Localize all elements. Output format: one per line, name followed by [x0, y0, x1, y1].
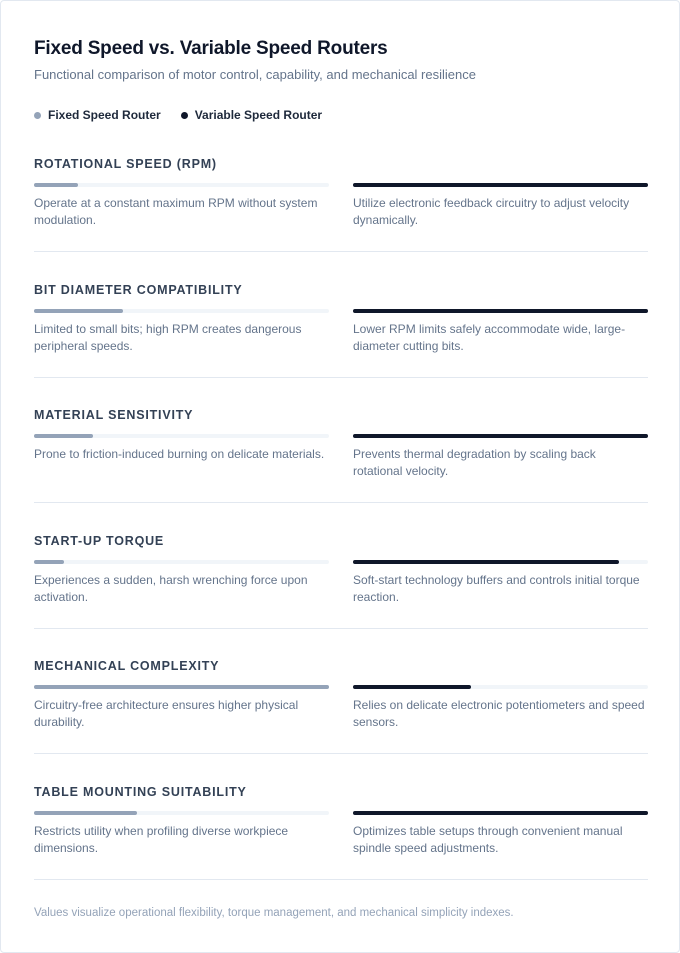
- comparison-section: [34, 283, 648, 383]
- fixed-bar-track: [34, 811, 329, 815]
- variable-bar: [353, 309, 648, 313]
- variable-column: [353, 309, 648, 355]
- section-divider: [34, 251, 648, 252]
- variable-bar: [353, 811, 648, 815]
- variable-column: [353, 560, 648, 606]
- section-title: MECHANICAL COMPLEXITY: [34, 659, 220, 673]
- fixed-column: [34, 685, 329, 731]
- fixed-bar: [34, 434, 93, 438]
- comparison-section: [34, 659, 648, 759]
- fixed-description: Operate at a constant maximum RPM without system modulation.: [34, 196, 318, 227]
- variable-description: Utilize electronic feedback circuitry to adjust velocity dynamically.: [353, 196, 630, 227]
- section-title: TABLE MOUNTING SUITABILITY: [34, 785, 247, 799]
- fixed-column: [34, 183, 329, 229]
- variable-column: [353, 434, 648, 480]
- fixed-bar: [34, 309, 123, 313]
- legend-item-fixed: [34, 108, 161, 122]
- fixed-column: [34, 811, 329, 857]
- fixed-description: Restricts utility when profiling diverse workpiece dimensions.: [34, 824, 289, 855]
- section-divider: [34, 377, 648, 378]
- variable-bar-track: [353, 183, 648, 187]
- section-title: ROTATIONAL SPEED (RPM): [34, 157, 217, 171]
- variable-column: [353, 811, 648, 857]
- variable-bar: [353, 685, 471, 689]
- variable-column: [353, 183, 648, 229]
- legend-label-fixed: Fixed Speed Router: [48, 108, 161, 122]
- fixed-column: [34, 560, 329, 606]
- section-divider: [34, 753, 648, 754]
- variable-column: [353, 685, 648, 731]
- legend-label-variable: Variable Speed Router: [194, 108, 323, 122]
- variable-description: Relies on delicate electronic potentiometers and speed sensors.: [353, 698, 645, 729]
- variable-bar: [353, 183, 648, 187]
- variable-bar-track: [353, 685, 648, 689]
- fixed-column: [34, 309, 329, 355]
- variable-description: Optimizes table setups through convenient manual spindle speed adjustments.: [353, 824, 623, 855]
- fixed-bar-track: [34, 685, 329, 689]
- chart-subtitle: Functional comparison of motor control, capability, and mechanical resilience: [34, 67, 476, 82]
- variable-bar-track: [353, 434, 648, 438]
- variable-bar-track: [353, 560, 648, 564]
- fixed-bar-track: [34, 183, 329, 187]
- section-divider: [34, 879, 648, 880]
- variable-bar: [353, 434, 648, 438]
- fixed-description: Prone to friction-induced burning on delicate materials.: [34, 447, 325, 461]
- chart-title: Fixed Speed vs. Variable Speed Routers: [34, 38, 388, 59]
- fixed-bar: [34, 560, 64, 564]
- chart-footer: Values visualize operational flexibility, torque management, and mechanical simplicity indexes.: [34, 907, 514, 919]
- comparison-section: [34, 408, 648, 508]
- fixed-bar: [34, 811, 137, 815]
- variable-description: Prevents thermal degradation by scaling back rotational velocity.: [353, 447, 596, 478]
- legend-item-variable: [181, 108, 322, 122]
- fixed-bar: [34, 183, 78, 187]
- variable-description: Lower RPM limits safely accommodate wide, large-diameter cutting bits.: [353, 322, 626, 353]
- legend-swatch-variable: [181, 112, 188, 119]
- fixed-description: Limited to small bits; high RPM creates dangerous peripheral speeds.: [34, 322, 302, 353]
- legend-swatch-fixed: [34, 112, 41, 119]
- comparison-section: [34, 157, 648, 257]
- section-title: MATERIAL SENSITIVITY: [34, 408, 194, 422]
- fixed-bar-track: [34, 309, 329, 313]
- variable-bar-track: [353, 811, 648, 815]
- fixed-bar: [34, 685, 329, 689]
- fixed-column: [34, 434, 329, 463]
- fixed-bar-track: [34, 434, 329, 438]
- fixed-description: Experiences a sudden, harsh wrenching force upon activation.: [34, 573, 308, 604]
- variable-bar-track: [353, 309, 648, 313]
- section-divider: [34, 502, 648, 503]
- comparison-section: [34, 534, 648, 634]
- section-divider: [34, 628, 648, 629]
- comparison-section: [34, 785, 648, 885]
- section-title: START-UP TORQUE: [34, 534, 165, 548]
- variable-bar: [353, 560, 619, 564]
- fixed-description: Circuitry-free architecture ensures higher physical durability.: [34, 698, 299, 729]
- legend: [34, 108, 322, 122]
- section-title: BIT DIAMETER COMPATIBILITY: [34, 283, 243, 297]
- variable-description: Soft-start technology buffers and controls initial torque reaction.: [353, 573, 640, 604]
- fixed-bar-track: [34, 560, 329, 564]
